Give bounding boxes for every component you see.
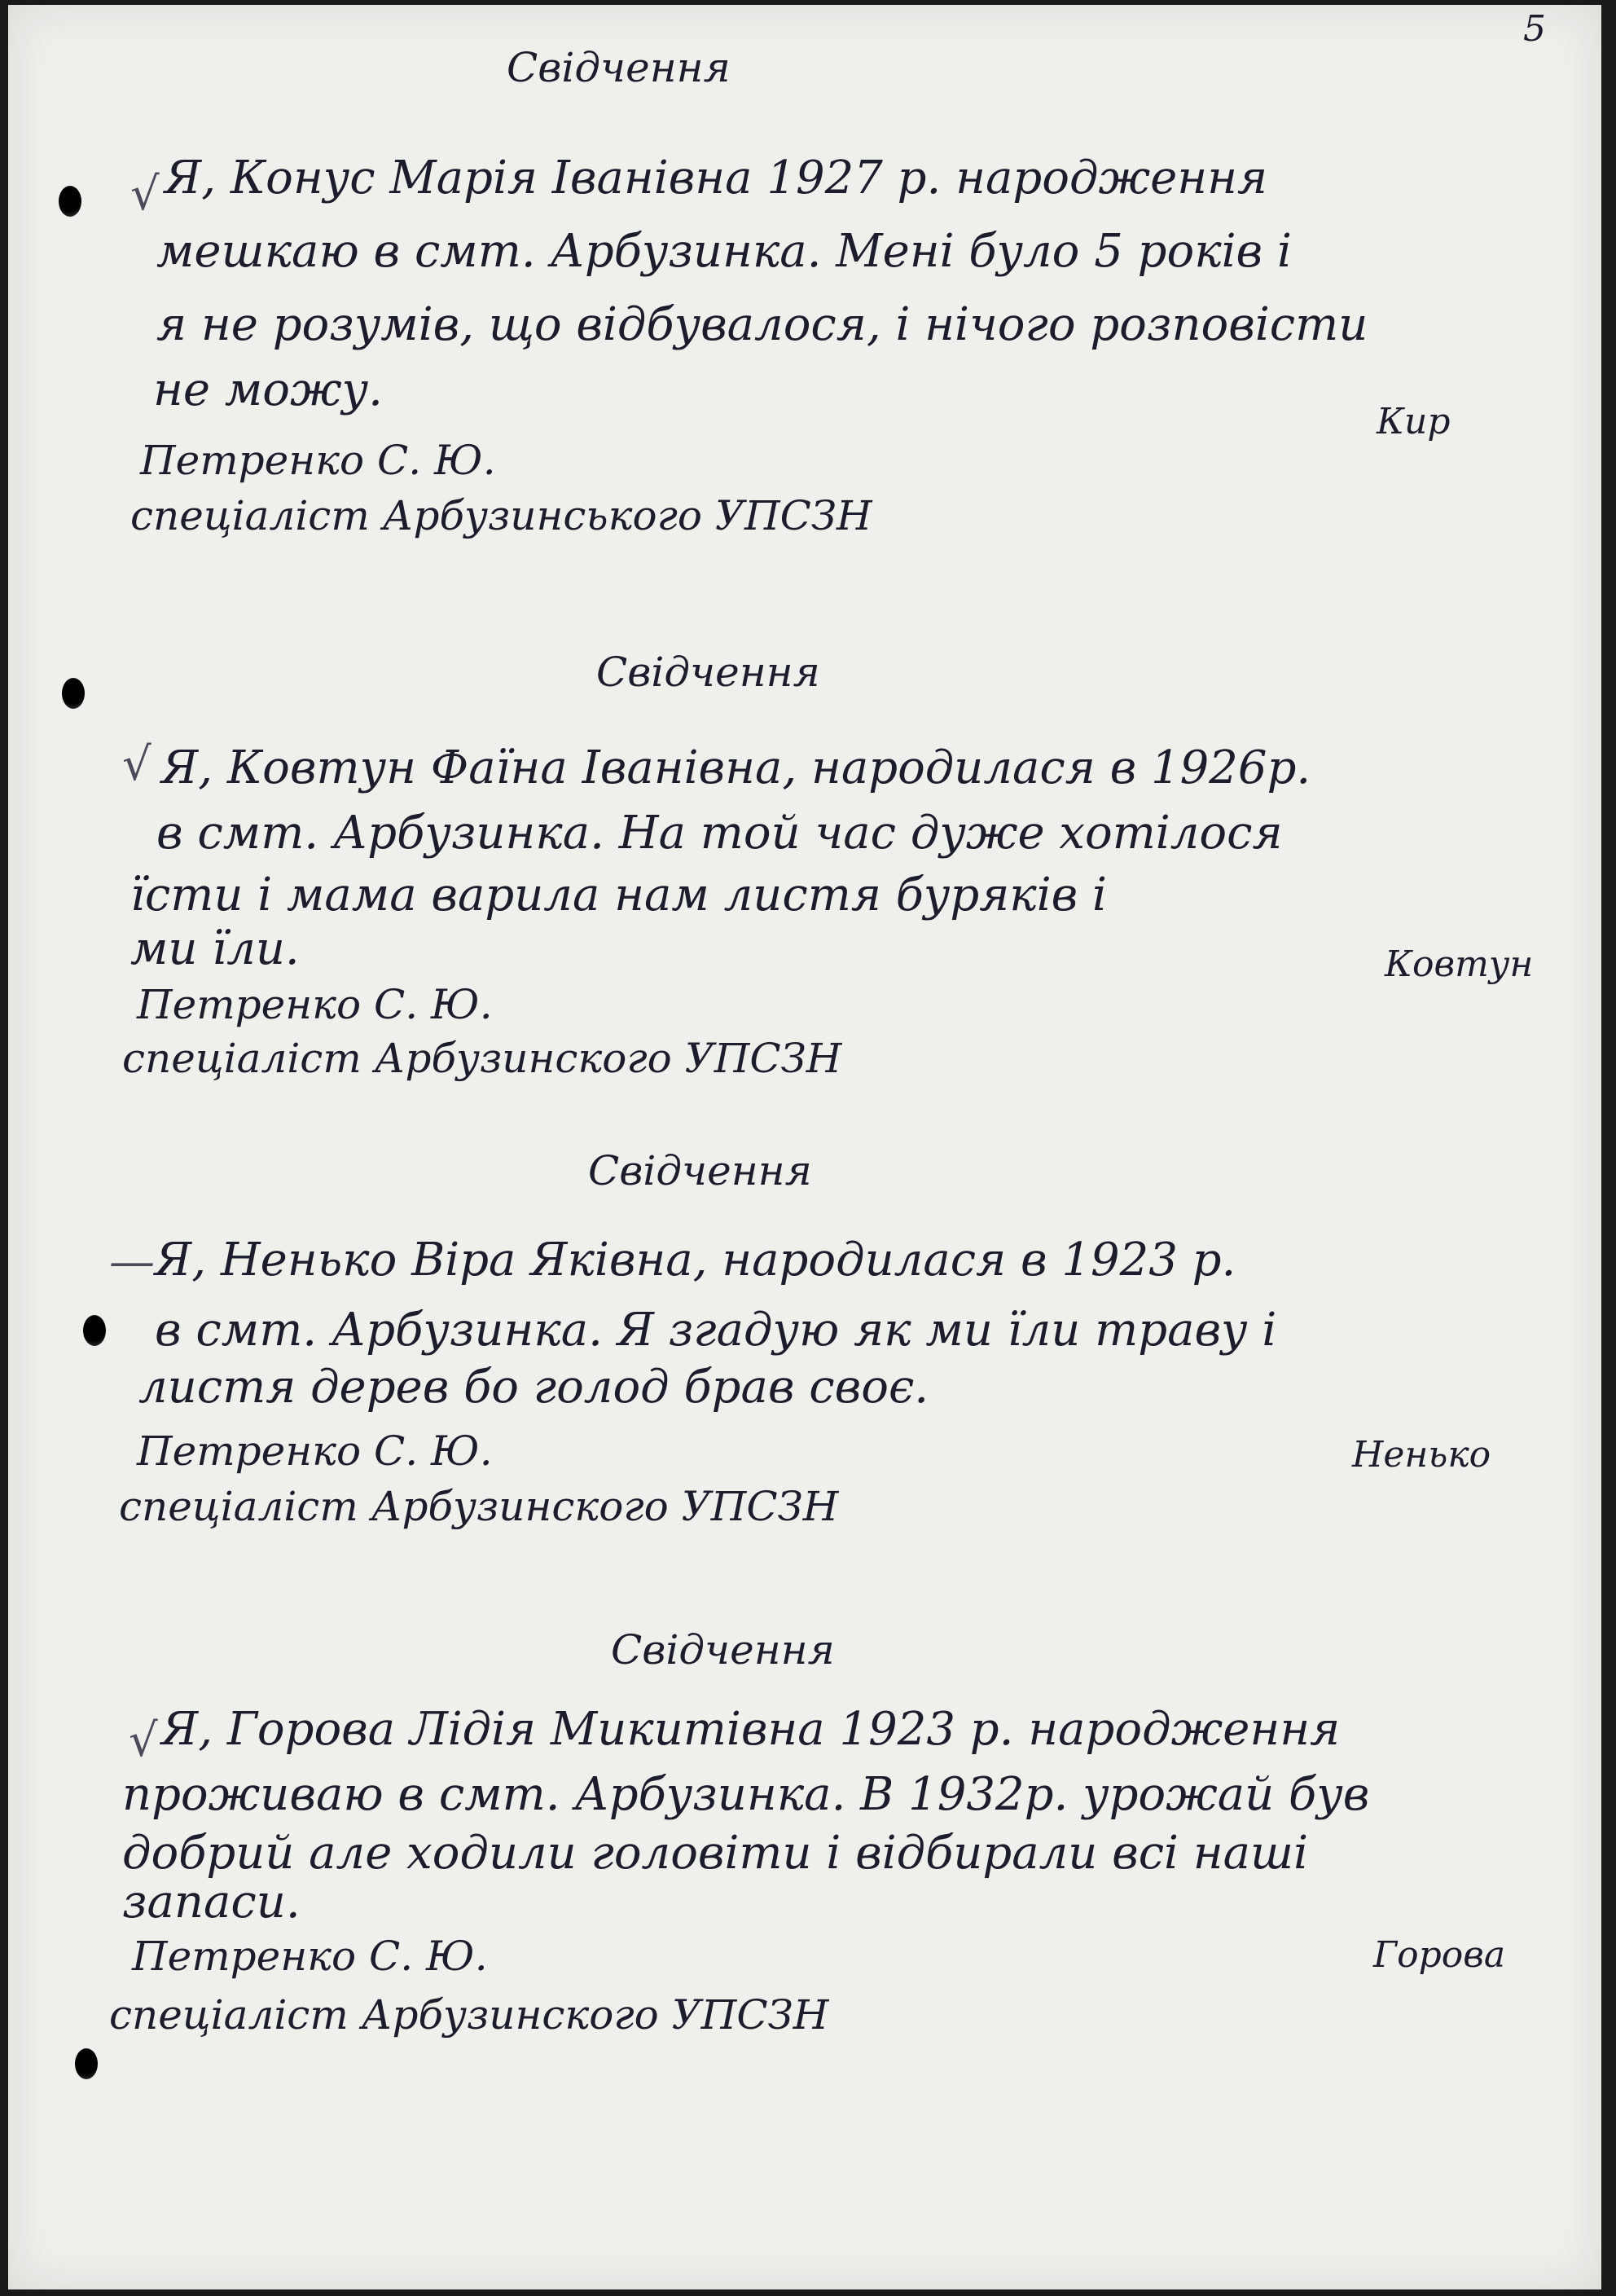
section-title: Свідчення [596, 649, 820, 696]
section-title: Свідчення [588, 1147, 812, 1194]
testimony-line: я не розумів, що відбувалося, і нічого розповісти [156, 298, 1368, 351]
testimony-line: в смт. Арбузинка. На той час дуже хотілося [156, 807, 1283, 860]
section-title: Свідчення [611, 1626, 835, 1674]
punch-hole-2 [62, 678, 85, 709]
testimony-line: запаси. [122, 1876, 301, 1929]
section-title: Свідчення [507, 44, 731, 91]
author-position: спеціаліст Арбузинского УПСЗН [119, 1483, 839, 1530]
author-position: спеціаліст Арбузинского УПСЗН [122, 1035, 842, 1082]
author-name: Петренко С. Ю. [132, 1933, 488, 1980]
testimony-line: ми їли. [130, 922, 300, 975]
author-name: Петренко С. Ю. [140, 437, 496, 484]
check-mark: √ [129, 1714, 158, 1767]
document-page [8, 5, 1601, 2289]
testimony-line: в смт. Арбузинка. Я згадую як ми їли траву і [155, 1304, 1277, 1357]
dash-mark: — [109, 1235, 155, 1288]
testimony-line: Я, Горова Лідія Микитівна 1923 р. народження [161, 1703, 1341, 1756]
author-name: Петренко С. Ю. [137, 1427, 493, 1475]
punch-hole-4 [75, 2048, 98, 2079]
testimony-line: мешкаю в смт. Арбузинка. Мені було 5 років і [156, 225, 1292, 278]
testimony-line: листя дерев бо голод брав своє. [138, 1361, 929, 1414]
signature: Ненько [1352, 1434, 1491, 1476]
testimony-line: не можу. [153, 363, 383, 416]
testimony-line: їсти і мама варила нам листя буряків і [130, 869, 1107, 921]
page-number: 5 [1523, 8, 1546, 50]
check-mark: √ [122, 738, 152, 791]
testimony-line: Я, Конус Марія Іванівна 1927 р. народження [165, 152, 1268, 205]
punch-hole-3 [83, 1315, 106, 1346]
testimony-line: проживаю в смт. Арбузинка. В 1932р. урожай був [122, 1768, 1370, 1821]
testimony-line: Я, Ковтун Фаїна Іванівна, народилася в 1926р. [161, 741, 1311, 794]
check-mark: √ [130, 168, 160, 221]
author-name: Петренко С. Ю. [137, 981, 493, 1028]
testimony-line: добрий але ходили головіти і відбирали всі наші [122, 1827, 1308, 1880]
author-position: спеціаліст Арбузинского УПСЗН [109, 1991, 829, 2039]
signature: Горова [1373, 1934, 1506, 1976]
punch-hole-1 [59, 186, 81, 217]
signature: Кир [1377, 401, 1451, 442]
testimony-line: Я, Ненько Віра Яківна, народилася в 1923 р. [155, 1234, 1236, 1287]
signature: Ковтун [1385, 943, 1534, 985]
author-position: спеціаліст Арбузинського УПСЗН [130, 492, 872, 539]
